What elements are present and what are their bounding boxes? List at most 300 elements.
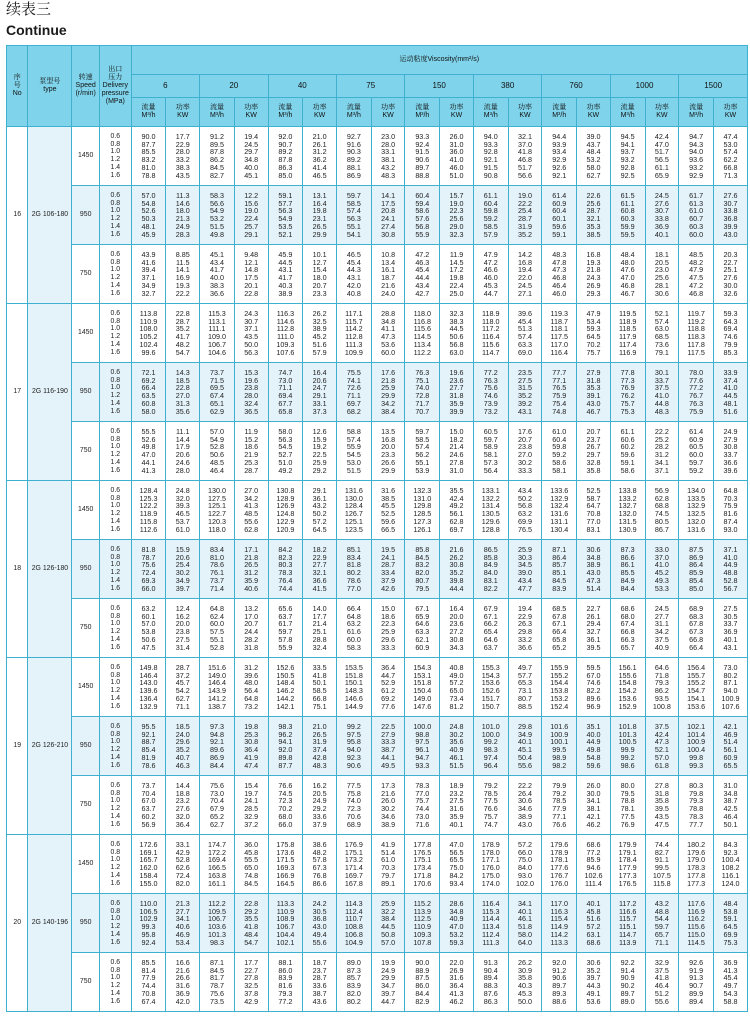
flow-cell: 59.7 58.5 57.4 56.2 55.1 53.9 [405,422,440,481]
power-cell: 30.6 35.2 39.7 44.3 49.1 53.6 [577,953,611,1012]
power-cell: 52.5 58.7 64.7 70.8 77.0 83.1 [577,481,611,540]
power-cell: 32.9 37.5 41.8 46.4 51.2 55.6 [645,953,679,1012]
power-cell: 24.8 30.2 35.6 40.9 46.1 51.5 [440,717,474,776]
pressure-cell: 0.6 0.8 1.0 1.2 1.4 1.6 [99,127,131,186]
power-cell: 16.8 19.3 21.8 24.3 26.9 29.3 [577,245,611,304]
power-cell: 47.9 53.4 59.3 64.5 70.2 75.7 [577,304,611,363]
table-row [7,363,748,422]
flow-cell: 76.3 75.1 74.0 72.8 71.7 70.7 [405,363,440,422]
speed-cell: 750 [72,599,100,658]
power-cell: 42.1 46.9 51.4 56.1 60.9 65.5 [714,717,748,776]
viscosity-1000: 1000 [610,75,678,98]
flow-cell: 156.1 155.6 154.8 154.2 153.6 152.9 [610,658,645,717]
pressure-cell: 0.6 0.8 1.0 1.2 1.4 1.6 [99,363,131,422]
flow-cell: 77.2 76.3 75.6 74.6 73.9 73.2 [473,363,508,422]
flow-unit-header: 流量 M³/h [679,98,714,127]
power-cell: 43.4 50.2 56.8 63.2 69.9 76.5 [508,481,542,540]
speed-cell: 1450 [72,835,100,894]
viscosity-75: 75 [337,75,405,98]
flow-cell: 58.0 56.3 54.5 52.7 51.0 49.2 [268,422,303,481]
power-cell: 14.0 17.7 21.4 25.1 28.8 32.4 [303,599,337,658]
flow-cell: 65.6 63.7 61.7 59.7 57.8 55.9 [268,599,303,658]
flow-cell: 91.2 89.5 87.8 86.2 84.5 82.7 [200,127,235,186]
power-cell: 35.5 42.4 49.2 56.1 62.8 69.7 [440,481,474,540]
power-cell: 17.6 20.7 23.8 27.0 30.2 33.3 [508,422,542,481]
power-cell: 24.5 27.7 31.1 34.2 37.5 40.9 [645,599,679,658]
flow-unit-header: 流量 M³/h [610,98,645,127]
table-row [7,835,748,894]
flow-cell: 63.2 60.1 57.0 53.8 50.6 47.5 [131,599,166,658]
flow-cell: 179.6 178.9 178.1 177.6 176.7 176.0 [542,835,577,894]
speed-cell: 750 [72,953,100,1012]
flow-cell: 79.2 78.5 77.5 76.6 75.7 74.7 [473,776,508,835]
flow-cell: 128.4 125.3 122.2 118.9 115.8 112.6 [131,481,166,540]
flow-cell: 117.0 116.3 115.4 114.9 114.2 113.3 [542,894,577,953]
flow-cell: 80.3 79.8 79.3 78.8 78.3 77.7 [679,776,714,835]
flow-cell: 89.0 87.3 85.7 83.9 82.0 80.2 [337,953,372,1012]
flow-cell: 74.7 73.0 71.1 69.4 67.7 65.8 [268,363,303,422]
power-cell: 19.4 24.5 29.7 34.8 40.0 45.1 [234,127,268,186]
flow-cell: 175.8 173.6 171.5 169.3 166.9 164.5 [268,835,303,894]
speed-cell: 1450 [72,481,100,540]
flow-cell: 61.0 60.4 59.8 59.2 58.6 58.1 [542,422,577,481]
flow-cell: 87.1 84.5 81.7 78.7 75.6 73.5 [200,953,235,1012]
row-number: 19 [7,658,28,835]
flow-cell: 95.5 92.1 88.7 85.4 81.9 78.6 [131,717,166,776]
power-cell: 18.1 20.5 23.0 25.6 28.1 30.6 [645,245,679,304]
power-cell: 48.4 53.8 59.1 64.5 69.9 75.3 [714,894,748,953]
title-en: Continue [6,22,67,38]
power-cell: 73.0 80.2 87.1 94.0 100.9 107.6 [714,658,748,717]
flow-cell: 113.3 110.9 108.9 106.7 104.4 102.1 [268,894,303,953]
power-cell: 25.9 30.3 34.5 39.0 43.4 47.7 [508,540,542,599]
power-cell: 36.0 45.8 55.5 65.0 74.8 84.5 [234,835,268,894]
flow-cell: 153.5 151.8 150.1 148.3 146.6 144.9 [337,658,372,717]
flow-cell: 102.1 101.4 100.9 100.4 99.8 99.3 [679,717,714,776]
flow-cell: 180.2 179.6 179.0 178.3 177.8 177.3 [679,835,714,894]
power-unit-header: 功率 KW [577,98,611,127]
power-cell: 20.7 23.7 26.7 29.7 32.8 35.8 [577,422,611,481]
flow-cell: 152.6 150.5 148.4 146.2 144.2 142.1 [268,658,303,717]
power-cell: 15.0 18.2 21.4 24.6 27.8 31.0 [440,422,474,481]
flow-cell: 75.6 73.0 70.4 67.9 65.2 62.7 [200,776,235,835]
speed-cell: 1450 [72,658,100,717]
power-cell: 19.4 22.9 26.3 29.8 33.2 36.6 [508,599,542,658]
flow-cell: 61.4 60.9 60.4 60.1 59.6 59.1 [542,186,577,245]
flow-cell: 110.0 106.5 102.9 99.3 95.8 92.4 [131,894,166,953]
flow-cell: 77.7 77.1 76.5 75.9 75.4 74.8 [542,363,577,422]
flow-cell: 67.1 65.9 64.6 63.3 62.1 60.9 [405,599,440,658]
flow-cell: 117.6 116.9 116.2 115.6 115.0 114.5 [679,894,714,953]
power-cell: 57.2 66.0 75.0 84.0 93.0 102.0 [508,835,542,894]
flow-cell: 119.5 118.9 118.5 117.9 117.4 116.9 [610,304,645,363]
flow-cell: 100.0 98.8 97.5 96.1 94.7 93.3 [405,717,440,776]
power-cell: 26.2 32.5 38.9 45.2 51.6 57.9 [303,304,337,363]
flow-cell: 55.5 52.6 49.8 47.0 44.1 41.3 [131,422,166,481]
viscosity-150: 150 [405,75,473,98]
table-header [7,46,748,127]
power-cell: 15.4 19.7 24.1 28.5 32.9 37.2 [234,776,268,835]
pressure-cell: 0.6 0.8 1.0 1.2 1.4 1.6 [99,422,131,481]
flow-cell: 94.7 94.3 94.0 93.6 93.2 92.9 [679,127,714,186]
power-cell: 11.9 15.2 18.6 21.9 25.3 28.7 [234,422,268,481]
power-cell: 24.5 27.6 30.7 33.8 36.9 40.1 [645,186,679,245]
flow-cell: 75.5 74.1 72.6 71.1 69.7 68.2 [337,363,372,422]
power-cell: 10.8 13.4 16.1 18.7 21.6 24.0 [371,245,405,304]
power-cell: 19.0 22.2 25.4 28.7 31.9 35.2 [508,186,542,245]
flow-cell: 59.7 58.5 57.4 56.3 55.1 54.1 [337,186,372,245]
speed-cell: 750 [72,776,100,835]
flow-cell: 130.8 128.9 126.9 124.8 122.9 120.9 [268,481,303,540]
power-cell: 17.7 22.7 27.8 32.5 37.8 42.9 [234,953,268,1012]
table-row [7,658,748,717]
power-cell: 40.1 45.8 51.6 57.2 63.1 68.6 [577,894,611,953]
power-cell: 24.9 27.9 30.8 33.7 36.6 39.6 [714,422,748,481]
col-speed-header: 转速 Speed (r/min) [72,46,100,127]
flow-unit-header: 流量 M³/h [337,98,372,127]
flow-cell: 177.8 176.5 175.1 173.4 171.8 170.6 [405,835,440,894]
power-unit-header: 功率 KW [303,98,337,127]
power-cell: 15.7 19.0 22.3 25.6 29.0 32.3 [440,186,474,245]
col-pressure-header: 出口 压力 Delivery pressure (MPa) [99,46,131,127]
power-cell: 22.6 25.6 28.7 32.1 35.3 38.5 [577,186,611,245]
flow-cell: 57.0 54.8 52.6 50.3 48.1 45.9 [131,186,166,245]
power-cell: 14.3 18.5 22.8 27.0 31.3 35.6 [166,363,200,422]
flow-cell: 118.9 118.0 117.2 116.4 115.6 114.7 [473,304,508,363]
power-cell: 16.4 20.6 24.7 29.1 33.1 37.3 [303,363,337,422]
power-cell: 39.6 45.4 51.3 57.4 63.3 69.0 [508,304,542,363]
flow-cell: 92.7 91.6 90.3 89.2 88.1 86.9 [337,127,372,186]
pump-model: 2G 140-196 [28,835,72,1012]
speed-cell: 950 [72,717,100,776]
power-cell: 32.1 37.0 41.8 46.8 51.7 56.6 [508,127,542,186]
power-cell: 49.7 57.7 65.3 73.1 80.7 88.5 [508,658,542,717]
power-cell: 18.7 23.7 28.7 33.6 38.7 43.6 [303,953,337,1012]
power-cell: 12.6 15.9 19.2 22.5 25.9 29.2 [303,422,337,481]
power-cell: 43.2 48.8 54.4 59.7 65.7 71.1 [645,894,679,953]
col-no-header: 序 号 No [7,46,28,127]
power-cell: 22.7 26.1 29.4 32.7 36.1 39.5 [577,599,611,658]
speed-cell: 750 [72,245,100,304]
flow-cell: 87.3 86.6 86.1 85.5 84.9 84.4 [610,540,645,599]
flow-cell: 91.3 90.4 89.4 88.3 87.6 86.3 [473,953,508,1012]
speed-cell: 1450 [72,304,100,363]
pump-model: 2G 126-210 [28,658,72,835]
flow-cell: 83.4 81.0 78.6 76.1 73.7 71.4 [200,540,235,599]
power-cell: 17.7 22.9 28.0 33.2 38.3 43.5 [166,127,200,186]
viscosity-6: 6 [131,75,199,98]
power-cell: 12.2 15.6 19.0 22.4 25.7 29.1 [234,186,268,245]
flow-cell: 99.2 97.5 95.8 94.0 92.3 90.6 [337,717,372,776]
flow-cell: 115.3 113.1 111.1 109.0 106.7 104.6 [200,304,235,363]
power-cell: 9.48 12.1 14.8 17.5 20.1 22.8 [234,245,268,304]
row-number: 18 [7,481,28,658]
power-cell: 41.9 51.4 61.0 70.3 79.7 89.1 [371,835,405,894]
power-cell: 11.1 14.4 17.9 20.6 24.6 28.0 [166,422,200,481]
table-row [7,894,748,953]
speed-cell: 750 [72,422,100,481]
flow-cell: 66.4 64.8 63.2 61.6 60.0 58.3 [337,599,372,658]
power-cell: 14.4 18.8 23.2 27.6 32.0 36.4 [166,776,200,835]
flow-cell: 117.2 116.6 115.7 115.1 114.7 113.9 [610,894,645,953]
flow-cell: 60.4 59.4 58.6 57.6 56.8 55.9 [405,186,440,245]
table-row [7,422,748,481]
flow-cell: 85.5 81.4 77.9 74.4 70.8 67.4 [131,953,166,1012]
speed-cell: 1450 [72,127,100,186]
pressure-cell: 0.6 0.8 1.0 1.2 1.4 1.6 [99,186,131,245]
flow-cell: 90.0 88.9 87.5 86.0 84.4 82.9 [405,953,440,1012]
power-cell: 27.0 34.2 41.3 48.5 55.6 62.8 [234,481,268,540]
power-cell: 19.6 23.6 27.7 31.8 35.9 39.9 [440,363,474,422]
power-cell: 21.0 26.1 31.2 36.2 41.4 46.5 [303,127,337,186]
pressure-cell: 0.6 0.8 1.0 1.2 1.4 1.6 [99,481,131,540]
flow-cell: 155.3 154.3 153.6 152.6 151.7 150.7 [473,658,508,717]
row-number: 17 [7,304,28,481]
power-unit-header: 功率 KW [645,98,679,127]
power-cell: 32.3 38.3 44.5 50.6 56.8 63.0 [440,304,474,363]
power-cell: 59.5 67.0 74.6 82.2 89.6 96.9 [577,658,611,717]
power-cell: 37.5 42.4 47.3 52.1 57.0 61.8 [645,717,679,776]
power-cell: 14.2 16.8 19.4 22.0 24.5 27.1 [508,245,542,304]
pressure-cell: 0.6 0.8 1.0 1.2 1.4 1.6 [99,953,131,1012]
viscosity-1500: 1500 [679,75,748,98]
flow-cell: 113.8 110.9 108.0 105.2 102.4 99.6 [131,304,166,363]
power-cell: 84.3 92.3 100.4 108.2 116.1 124.0 [714,835,748,894]
pump-model: 2G 106-180 [28,127,72,304]
power-cell: 19.8 25.3 30.8 36.4 41.9 47.4 [234,717,268,776]
viscosity-20: 20 [200,75,268,98]
flow-cell: 151.6 149.0 146.4 143.9 141.2 138.7 [200,658,235,717]
power-cell: 27.8 31.8 35.8 39.5 43.5 47.5 [645,776,679,835]
power-cell: 19.5 24.1 28.7 33.4 37.9 42.6 [371,540,405,599]
pressure-cell: 0.6 0.8 1.0 1.2 1.4 1.6 [99,894,131,953]
flow-cell: 98.3 96.2 94.1 92.0 89.8 87.7 [268,717,303,776]
power-cell: 22.0 26.9 31.6 36.4 41.3 46.2 [440,953,474,1012]
table-row [7,599,748,658]
power-cell: 23.0 28.0 33.1 38.1 43.2 48.3 [371,127,405,186]
flow-cell: 134.0 133.5 132.9 132.5 132.0 131.6 [679,481,714,540]
pressure-cell: 0.6 0.8 1.0 1.2 1.4 1.6 [99,717,131,776]
power-cell: 29.1 36.1 43.2 50.2 57.2 64.5 [303,481,337,540]
power-cell: 16.2 20.5 24.9 29.2 33.6 37.9 [303,776,337,835]
pump-model: 2G 126-180 [28,481,72,658]
flow-cell: 45.9 44.5 43.1 41.7 40.3 38.9 [268,245,303,304]
power-cell: 31.0 34.8 38.7 42.5 46.4 50.1 [714,776,748,835]
power-cell: 15.3 19.6 23.8 28.0 32.4 36.5 [234,363,268,422]
flow-cell: 80.0 79.5 78.8 78.1 77.5 76.9 [610,776,645,835]
power-cell: 33.1 42.9 52.8 62.6 72.4 82.0 [166,835,200,894]
flow-cell: 58.8 57.4 55.9 54.5 53.0 51.5 [337,422,372,481]
flow-cell: 77.5 75.8 74.0 72.3 70.6 68.9 [337,776,372,835]
power-cell: 27.6 30.7 33.8 36.8 39.9 43.0 [714,186,748,245]
power-unit-header: 功率 KW [234,98,268,127]
flow-cell: 60.5 59.7 58.9 58.1 57.3 56.4 [473,422,508,481]
power-cell: 47.4 53.0 57.4 62.2 66.8 71.3 [714,127,748,186]
flow-cell: 72.1 69.2 66.4 63.5 60.8 58.0 [131,363,166,422]
performance-table [6,45,748,1012]
power-cell: 34.1 40.1 46.1 51.8 58.0 64.0 [508,894,542,953]
power-cell: 74.4 82.7 91.1 99.5 107.5 115.8 [645,835,679,894]
power-cell: 30.6 34.8 38.9 43.0 47.3 51.4 [577,540,611,599]
speed-cell: 950 [72,540,100,599]
viscosity-header: 运动粘度Viscosity(mm²/s) [131,46,747,75]
power-cell: 30.1 33.7 37.5 41.0 44.8 48.3 [645,363,679,422]
flow-cell: 116.4 115.3 114.4 113.4 112.4 111.3 [473,894,508,953]
power-cell: 25.9 32.2 38.4 44.5 50.8 57.0 [371,894,405,953]
power-cell: 24.8 32.0 39.3 46.5 53.7 61.0 [166,481,200,540]
flow-cell: 131.6 130.0 128.4 126.7 125.1 123.5 [337,481,372,540]
flow-cell: 61.5 61.1 60.8 60.3 59.9 59.5 [610,186,645,245]
power-cell: 24.2 30.5 36.8 43.0 49.4 55.6 [303,894,337,953]
flow-cell: 92.6 91.9 91.3 90.7 89.9 89.4 [679,953,714,1012]
power-cell: 17.6 21.8 25.9 29.9 34.2 38.4 [371,363,405,422]
flow-cell: 48.5 48.2 47.9 47.5 47.2 46.8 [679,245,714,304]
flow-cell: 117.1 115.7 114.2 112.8 111.3 109.9 [337,304,372,363]
power-cell: 11.9 14.5 17.2 19.8 22.4 25.0 [440,245,474,304]
flow-unit-header: 流量 M³/h [405,98,440,127]
flow-cell: 156.4 155.7 155.2 154.7 154.1 153.6 [679,658,714,717]
power-cell: 28.6 34.8 40.9 47.0 53.2 59.3 [440,894,474,953]
pressure-cell: 0.6 0.8 1.0 1.2 1.4 1.6 [99,304,131,363]
flow-cell: 61.4 60.9 60.5 60.0 59.7 59.2 [679,422,714,481]
flow-cell: 90.0 87.7 85.5 83.2 81.0 78.8 [131,127,166,186]
pump-model: 2G 116-190 [28,304,72,481]
power-cell: 15.0 18.6 22.3 25.9 29.6 33.3 [371,599,405,658]
power-cell: 21.3 27.7 34.1 40.6 46.9 53.4 [166,894,200,953]
power-cell: 31.6 38.5 45.5 52.5 59.6 66.5 [371,481,405,540]
flow-cell: 79.9 79.2 78.5 77.9 77.1 76.6 [542,776,577,835]
col-type-header: 泵型号 type [28,46,72,127]
flow-cell: 174.7 172.2 169.4 166.5 163.8 161.1 [200,835,235,894]
power-cell: 29.8 34.9 40.1 45.1 50.4 55.6 [508,717,542,776]
flow-cell: 176.9 175.1 173.2 171.4 169.7 167.8 [337,835,372,894]
power-cell: 33.9 37.4 41.0 44.5 48.1 51.6 [714,363,748,422]
power-cell: 38.6 48.2 57.8 67.3 76.8 86.6 [303,835,337,894]
flow-cell: 178.9 178.0 177.1 176.0 175.0 174.0 [473,835,508,894]
flow-unit-header: 流量 M³/h [473,98,508,127]
flow-unit-header: 流量 M³/h [200,98,235,127]
flow-cell: 78.0 77.6 77.2 76.7 76.3 75.9 [679,363,714,422]
table-row [7,540,748,599]
pressure-cell: 0.6 0.8 1.0 1.2 1.4 1.6 [99,599,131,658]
flow-cell: 61.7 61.3 61.0 60.7 60.3 60.0 [679,186,714,245]
flow-cell: 47.2 46.3 45.4 44.4 43.4 42.7 [405,245,440,304]
power-unit-header: 功率 KW [508,98,542,127]
power-cell: 47.0 56.5 65.5 75.0 84.2 93.4 [440,835,474,894]
table-row [7,717,748,776]
speed-cell: 950 [72,894,100,953]
flow-cell: 119.3 118.7 118.1 117.5 117.0 116.4 [542,304,577,363]
flow-cell: 45.1 43.4 41.7 40.0 38.3 36.6 [200,245,235,304]
power-cell: 24.3 30.7 37.1 43.5 50.0 56.3 [234,304,268,363]
flow-cell: 73.7 71.5 69.5 67.4 65.1 62.9 [200,363,235,422]
flow-cell: 133.6 132.9 132.4 131.6 131.1 130.4 [542,481,577,540]
power-cell: 14.1 17.5 20.8 24.1 27.4 30.8 [371,186,405,245]
power-cell: 16.4 20.0 23.6 27.2 30.8 34.3 [440,599,474,658]
flow-cell: 101.8 101.3 100.5 99.9 99.2 98.6 [610,717,645,776]
flow-cell: 130.0 127.5 125.1 122.7 120.3 118.0 [200,481,235,540]
flow-cell: 112.2 109.5 106.7 103.6 101.3 98.3 [200,894,235,953]
speed-cell: 950 [72,363,100,422]
flow-cell: 114.3 112.4 110.7 108.8 106.8 104.9 [337,894,372,953]
flow-cell: 86.5 85.8 84.9 84.0 83.1 82.2 [473,540,508,599]
flow-cell: 97.3 94.8 92.1 89.6 86.9 84.4 [200,717,235,776]
flow-cell: 92.0 90.7 89.2 87.8 86.3 85.0 [268,127,303,186]
table-row [7,245,748,304]
flow-unit-header: 流量 M³/h [268,98,303,127]
power-cell: 11.3 14.6 18.0 21.3 24.9 28.3 [166,186,200,245]
power-cell: 15.9 20.6 25.4 30.2 34.9 39.7 [166,540,200,599]
power-cell: 36.9 41.3 45.4 49.7 54.3 58.8 [714,953,748,1012]
power-cell: 22.8 29.2 35.5 41.8 48.4 54.7 [234,894,268,953]
power-cell: 26.0 31.0 36.0 41.0 46.0 51.0 [440,127,474,186]
power-cell: 68.6 77.2 85.9 94.6 102.6 111.4 [577,835,611,894]
flow-cell: 101.6 100.9 100.1 99.5 98.9 98.2 [542,717,577,776]
power-cell: 18.5 24.0 29.6 35.2 40.7 46.3 [166,717,200,776]
flow-cell: 77.8 77.3 76.9 76.2 75.7 75.3 [610,363,645,422]
viscosity-380: 380 [473,75,541,98]
flow-cell: 94.5 94.1 93.7 93.2 92.8 92.5 [610,127,645,186]
flow-cell: 76.6 74.5 72.3 70.2 68.0 66.0 [268,776,303,835]
flow-cell: 119.7 119.2 118.8 118.3 117.8 117.5 [679,304,714,363]
power-cell: 26.2 30.9 35.8 40.3 45.3 50.0 [508,953,542,1012]
pressure-cell: 0.6 0.8 1.0 1.2 1.4 1.6 [99,658,131,717]
power-cell: 64.6 71.8 79.3 86.2 93.5 100.8 [645,658,679,717]
flow-cell: 61.1 60.4 59.8 59.2 58.5 57.9 [473,186,508,245]
power-cell: 56.9 62.8 68.8 74.5 80.5 86.7 [645,481,679,540]
power-cell: 22.8 28.7 35.2 41.7 48.2 54.7 [166,304,200,363]
power-cell: 21.6 26.2 30.8 35.2 39.8 44.4 [440,540,474,599]
flow-cell: 92.0 91.2 90.6 89.7 89.3 88.6 [542,953,577,1012]
power-unit-header: 功率 KW [440,98,474,127]
power-cell: 19.9 24.9 29.9 34.7 39.7 44.7 [371,953,405,1012]
table-row [7,953,748,1012]
flow-cell: 133.1 132.2 131.4 130.5 129.6 128.8 [473,481,508,540]
power-cell: 28.7 37.2 45.7 54.2 62.7 71.1 [166,658,200,717]
power-cell: 22.2 26.4 30.6 34.6 38.9 43.0 [508,776,542,835]
flow-cell: 94.0 93.3 92.8 92.1 91.5 90.8 [473,127,508,186]
flow-cell: 115.2 113.9 112.5 110.9 109.3 107.8 [405,894,440,953]
power-cell: 22.2 25.2 28.2 31.2 34.1 37.1 [645,422,679,481]
row-number: 20 [7,835,28,1012]
flow-cell: 68.6 68.0 67.4 66.8 66.3 65.7 [610,599,645,658]
pressure-cell: 0.6 0.8 1.0 1.2 1.4 1.6 [99,245,131,304]
flow-cell: 101.0 100.0 99.2 98.3 97.4 96.4 [473,717,508,776]
power-cell: 23.5 27.5 31.5 35.2 39.2 43.1 [508,363,542,422]
viscosity-40: 40 [268,75,336,98]
flow-cell: 172.6 169.1 165.7 162.0 158.4 155.0 [131,835,166,894]
flow-cell: 47.9 47.2 46.6 46.0 45.3 44.7 [473,245,508,304]
flow-cell: 68.5 67.8 67.1 66.4 65.8 65.2 [542,599,577,658]
power-cell: 64.8 70.3 75.9 81.6 87.4 93.0 [714,481,748,540]
viscosity-760: 760 [542,75,610,98]
flow-cell: 85.1 83.4 81.8 80.2 78.6 77.0 [337,540,372,599]
pressure-cell: 0.6 0.8 1.0 1.2 1.4 1.6 [99,776,131,835]
power-cell: 31.2 39.6 48.0 56.4 64.8 73.2 [234,658,268,717]
table-row [7,776,748,835]
flow-cell: 84.2 82.3 80.3 78.3 76.4 74.4 [268,540,303,599]
pressure-cell: 0.6 0.8 1.0 1.2 1.4 1.6 [99,540,131,599]
table-row [7,304,748,363]
flow-cell: 88.1 86.0 83.9 81.6 79.3 77.2 [268,953,303,1012]
flow-cell: 155.9 155.2 154.4 153.8 153.2 152.4 [542,658,577,717]
power-cell: 59.3 64.3 69.4 74.6 79.9 85.3 [714,304,748,363]
power-cell: 13.5 16.8 20.0 23.3 26.6 29.9 [371,422,405,481]
power-cell: 37.1 41.0 44.9 48.8 52.8 56.7 [714,540,748,599]
flow-cell: 64.8 62.4 60.0 57.5 55.1 52.8 [200,599,235,658]
power-cell: 18.9 23.2 27.5 31.6 35.9 40.1 [440,776,474,835]
power-cell: 21.0 26.5 31.9 37.4 42.8 48.3 [303,717,337,776]
